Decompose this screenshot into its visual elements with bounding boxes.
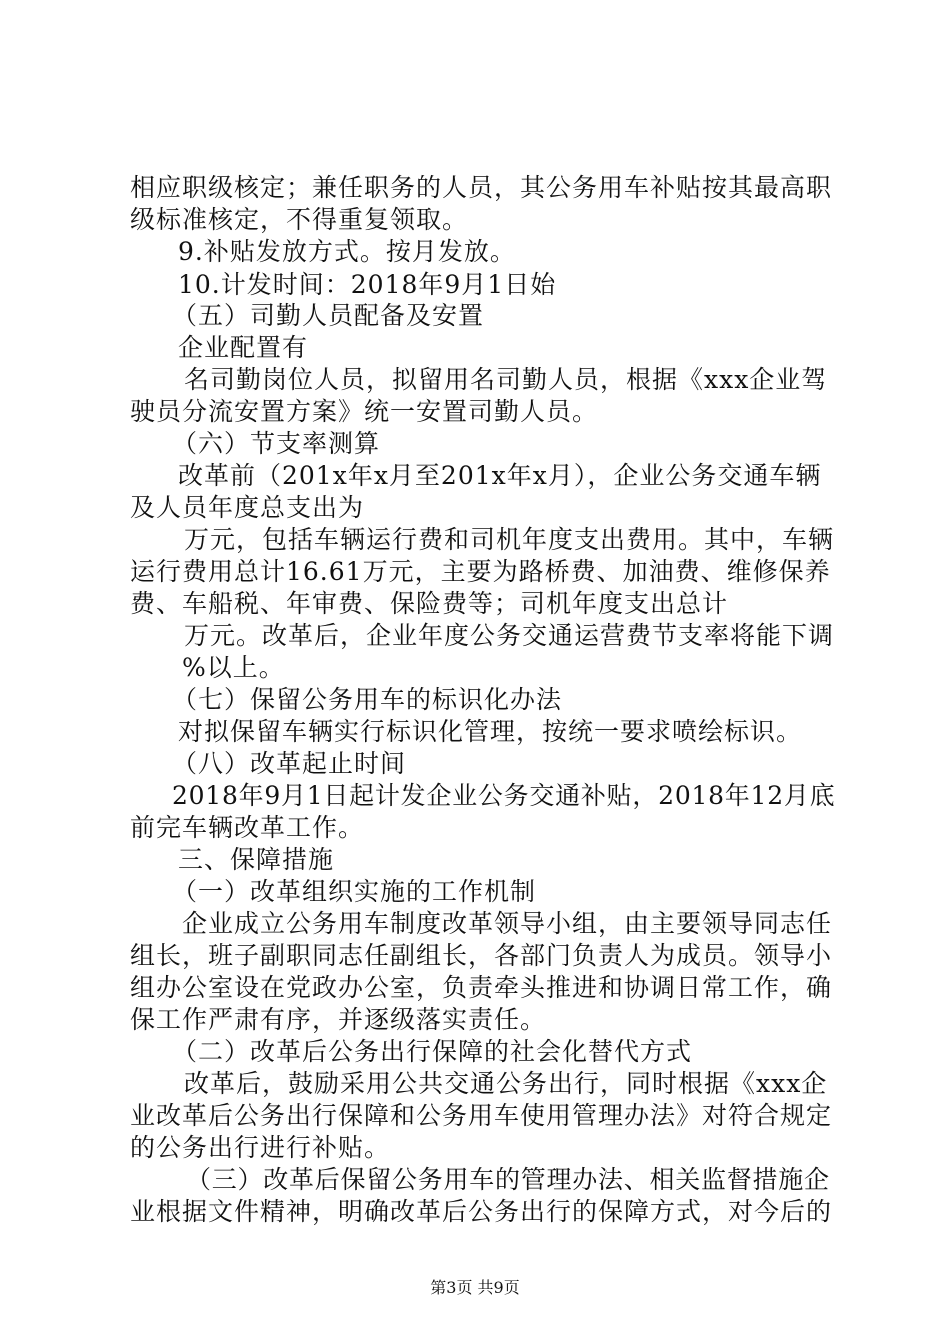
text-line: 运行费用总计16.61万元，主要为路桥费、加油费、维修保养 <box>130 557 831 586</box>
section-heading: （二）改革后公务出行保障的社会化替代方式 <box>172 1037 693 1066</box>
text-line: 企业成立公务用车制度改革领导小组，由主要领导同志任 <box>182 909 833 938</box>
text-line: 业改革后公务出行保障和公务用车使用管理办法》对符合规定 <box>130 1101 833 1130</box>
text-line: 企业配置有 <box>178 333 309 362</box>
section-heading: （七）保留公务用车的标识化办法 <box>172 685 563 714</box>
text-line: 2018年9月1日起计发企业公务交通补贴，2018年12月底 <box>172 781 836 810</box>
text-line: 及人员年度总支出为 <box>130 493 365 522</box>
text-line: 万元。改革后，企业年度公务交通运营费节支率将能下调 <box>184 621 835 650</box>
text-line: 前完车辆改革工作。 <box>130 813 365 842</box>
section-heading: （五）司勤人员配备及安置 <box>172 301 485 330</box>
section-heading: 三、保障措施 <box>178 845 335 874</box>
text-line: 保工作严肃有序，并逐级落实责任。 <box>130 1005 547 1034</box>
text-line: 级标准核定，不得重复领取。 <box>130 205 469 234</box>
text-line: 费、车船税、年审费、保险费等；司机年度支出总计 <box>130 589 729 618</box>
text-line: %以上。 <box>182 653 285 682</box>
text-line: 万元，包括车辆运行费和司机年度支出费用。其中，车辆 <box>184 525 835 554</box>
section-heading: （八）改革起止时间 <box>172 749 407 778</box>
text-line: 改革前（201x年x月至201x年x月），企业公务交通车辆 <box>178 461 822 490</box>
text-line: 的公务出行进行补贴。 <box>130 1133 391 1162</box>
section-heading: （六）节支率测算 <box>172 429 381 458</box>
text-line: 改革后，鼓励采用公共交通公务出行，同时根据《xxx企 <box>184 1069 828 1098</box>
text-line: 驶员分流安置方案》统一安置司勤人员。 <box>130 397 599 426</box>
text-line: 组办公室设在党政办公室，负责牵头推进和协调日常工作，确 <box>130 973 833 1002</box>
text-line: 对拟保留车辆实行标识化管理，按统一要求喷绘标识。 <box>178 717 803 746</box>
text-line: 组长，班子副职同志任副组长，各部门负责人为成员。领导小 <box>130 941 833 970</box>
page-footer: 第3页 共9页 <box>430 1278 520 1297</box>
text-line: 名司勤岗位人员，拟留用名司勤人员，根据《xxx企业驾 <box>184 365 828 394</box>
text-line: 9.补贴发放方式。按月发放。 <box>178 237 516 266</box>
section-heading: （三）改革后保留公务用车的管理办法、相关监督措施企 <box>186 1165 830 1194</box>
text-line: 业根据文件精神，明确改革后公务出行的保障方式，对今后的 <box>130 1197 833 1226</box>
text-line: 相应职级核定；兼任职务的人员，其公务用车补贴按其最高职 <box>130 173 833 202</box>
text-line: 10.计发时间：2018年9月1日始 <box>178 270 557 299</box>
section-heading: （一）改革组织实施的工作机制 <box>172 877 537 906</box>
